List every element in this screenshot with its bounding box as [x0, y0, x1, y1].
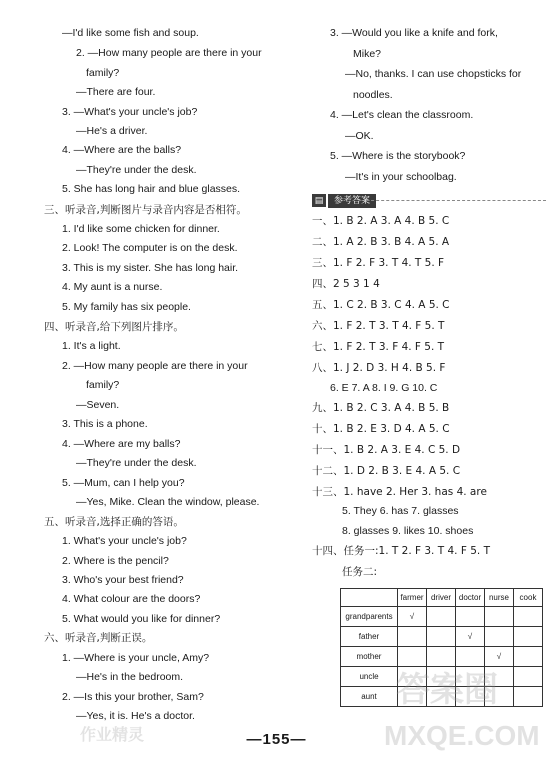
left-column-line: 五、听录音,选择正确的答语。: [44, 516, 184, 528]
answers-line: 6. E 7. A 8. I 9. G 10. C: [330, 382, 438, 394]
left-column-line: 5. —Mum, can I help you?: [62, 477, 185, 489]
left-column-line: 3. This is my sister. She has long hair.: [62, 262, 239, 274]
grid-row: [341, 607, 543, 627]
answers-line: 十一、1. B 2. A 3. E 4. C 5. D: [312, 444, 461, 456]
answers-line: 5. They 6. has 7. glasses: [342, 505, 459, 517]
grid-cell: [514, 647, 543, 667]
book-icon: ▤: [312, 194, 326, 207]
answers-line: 四、2 5 3 1 4: [312, 278, 380, 290]
answers-line: 五、1. C 2. B 3. C 4. A 5. C: [312, 299, 450, 311]
answers-line: 二、1. A 2. B 3. B 4. A 5. A: [312, 236, 450, 248]
grid-cell: [514, 687, 543, 707]
left-column-line: 4. —Where are my balls?: [62, 438, 181, 450]
left-column-line: 1. —Where is your uncle, Amy?: [62, 652, 210, 664]
left-column-line: 2. Look! The computer is on the desk.: [62, 242, 238, 254]
left-column-line: —They're under the desk.: [76, 457, 197, 469]
answers-line: 七、1. F 2. T 3. F 4. F 5. T: [312, 341, 445, 353]
grid-cell: √: [485, 647, 514, 667]
grid-cell: [427, 627, 456, 647]
page-number: —155—: [246, 731, 307, 748]
left-column-line: family?: [86, 67, 120, 79]
left-column-line: 2. —How many people are there in your: [76, 47, 262, 59]
answer-key-label: 参考答案: [328, 194, 376, 208]
left-column-line: 5. She has long hair and blue glasses.: [62, 183, 241, 195]
left-column-line: —I'd like some fish and soup.: [62, 27, 199, 39]
answers-line: 九、1. B 2. C 3. A 4. B 5. B: [312, 402, 450, 414]
grid-column-header: nurse: [485, 589, 514, 607]
left-column-line: 3. This is a phone.: [62, 418, 148, 430]
grid-row-label: uncle: [341, 667, 398, 687]
grid-column-header: cook: [514, 589, 543, 607]
answers-line: 六、1. F 2. T 3. T 4. F 5. T: [312, 320, 445, 332]
right-top-line: 5. —Where is the storybook?: [330, 150, 466, 162]
left-column-line: 3. —What's your uncle's job?: [62, 106, 198, 118]
watermark-small: 作业精灵: [80, 725, 145, 744]
left-column-line: 4. What colour are the doors?: [62, 593, 201, 605]
grid-column-header: driver: [427, 589, 456, 607]
grid-row: [341, 627, 543, 647]
left-column-line: —They're under the desk.: [76, 164, 197, 176]
left-column-line: —Yes, it is. He's a doctor.: [76, 710, 195, 722]
grid-cell: [485, 627, 514, 647]
left-column-line: —There are four.: [76, 86, 156, 98]
grid-row-label: mother: [341, 647, 398, 667]
right-top-line: —No, thanks. I can use chopsticks for: [345, 68, 522, 80]
grid-header-row: [341, 589, 543, 607]
grid-row-label: grandparents: [341, 607, 398, 627]
answers-line: 三、1. F 2. F 3. T 4. T 5. F: [312, 257, 445, 269]
answers-line: 十、1. B 2. E 3. D 4. A 5. C: [312, 423, 450, 435]
right-top-line: noodles.: [353, 89, 393, 101]
left-column-line: 4. —Where are the balls?: [62, 144, 182, 156]
left-column-line: 三、听录音,判断图片与录音内容是否相符。: [44, 204, 247, 216]
left-column-line: family?: [86, 379, 120, 391]
grid-cell: [514, 627, 543, 647]
right-top-line: 4. —Let's clean the classroom.: [330, 109, 474, 121]
answers-line: 十二、1. D 2. B 3. E 4. A 5. C: [312, 465, 461, 477]
grid-cell: [456, 607, 485, 627]
left-column-line: —Yes, Mike. Clean the window, please.: [76, 496, 260, 508]
grid-column-header: farmer: [398, 589, 427, 607]
grid-column-header: doctor: [456, 589, 485, 607]
grid-cell: [398, 627, 427, 647]
grid-corner-cell: [341, 589, 398, 607]
grid-row-label: father: [341, 627, 398, 647]
grid-cell: √: [456, 627, 485, 647]
answers-line: 十三、1. have 2. Her 3. has 4. are: [312, 486, 487, 498]
watermark-logo: 答案圈: [396, 670, 498, 710]
right-top-line: 3. —Would you like a knife and fork,: [330, 27, 498, 39]
answers-line: 8. glasses 9. likes 10. shoes: [342, 525, 474, 537]
answers-line: 一、1. B 2. A 3. A 4. B 5. C: [312, 215, 450, 227]
left-column-line: 1. What's your uncle's job?: [62, 535, 187, 547]
grid-cell: [485, 607, 514, 627]
watermark-site: MXQE.COM: [384, 720, 540, 751]
left-column-line: 3. Who's your best friend?: [62, 574, 184, 586]
right-top-line: Mike?: [353, 48, 382, 60]
left-column-line: 4. My aunt is a nurse.: [62, 281, 163, 293]
answer-key-divider: [366, 200, 546, 201]
answers-line: 任务二:: [342, 566, 378, 578]
left-column-line: 1. I'd like some chicken for dinner.: [62, 223, 220, 235]
left-column-line: 2. —How many people are there in your: [62, 360, 248, 372]
grid-cell: [514, 607, 543, 627]
answers-line: 八、1. J 2. D 3. H 4. B 5. F: [312, 362, 446, 374]
left-column-line: 2. —Is this your brother, Sam?: [62, 691, 204, 703]
grid-cell: [514, 667, 543, 687]
grid-cell: [427, 607, 456, 627]
left-column-line: 5. My family has six people.: [62, 301, 191, 313]
answers-line: 十四、任务一:1. T 2. F 3. T 4. F 5. T: [312, 545, 490, 557]
right-top-line: —It's in your schoolbag.: [345, 171, 457, 183]
right-top-line: —OK.: [345, 130, 374, 142]
grid-cell: √: [398, 607, 427, 627]
left-column-line: —He's in the bedroom.: [76, 671, 184, 683]
left-column-line: 六、听录音,判断正误。: [44, 632, 153, 644]
left-column-line: —Seven.: [76, 399, 120, 411]
left-column-line: 四、听录音,给下列图片排序。: [44, 321, 184, 333]
left-column-line: 2. Where is the pencil?: [62, 555, 169, 567]
left-column-line: —He's a driver.: [76, 125, 148, 137]
grid-row-label: aunt: [341, 687, 398, 707]
left-column-line: 5. What would you like for dinner?: [62, 613, 221, 625]
left-column-line: 1. It's a light.: [62, 340, 121, 352]
